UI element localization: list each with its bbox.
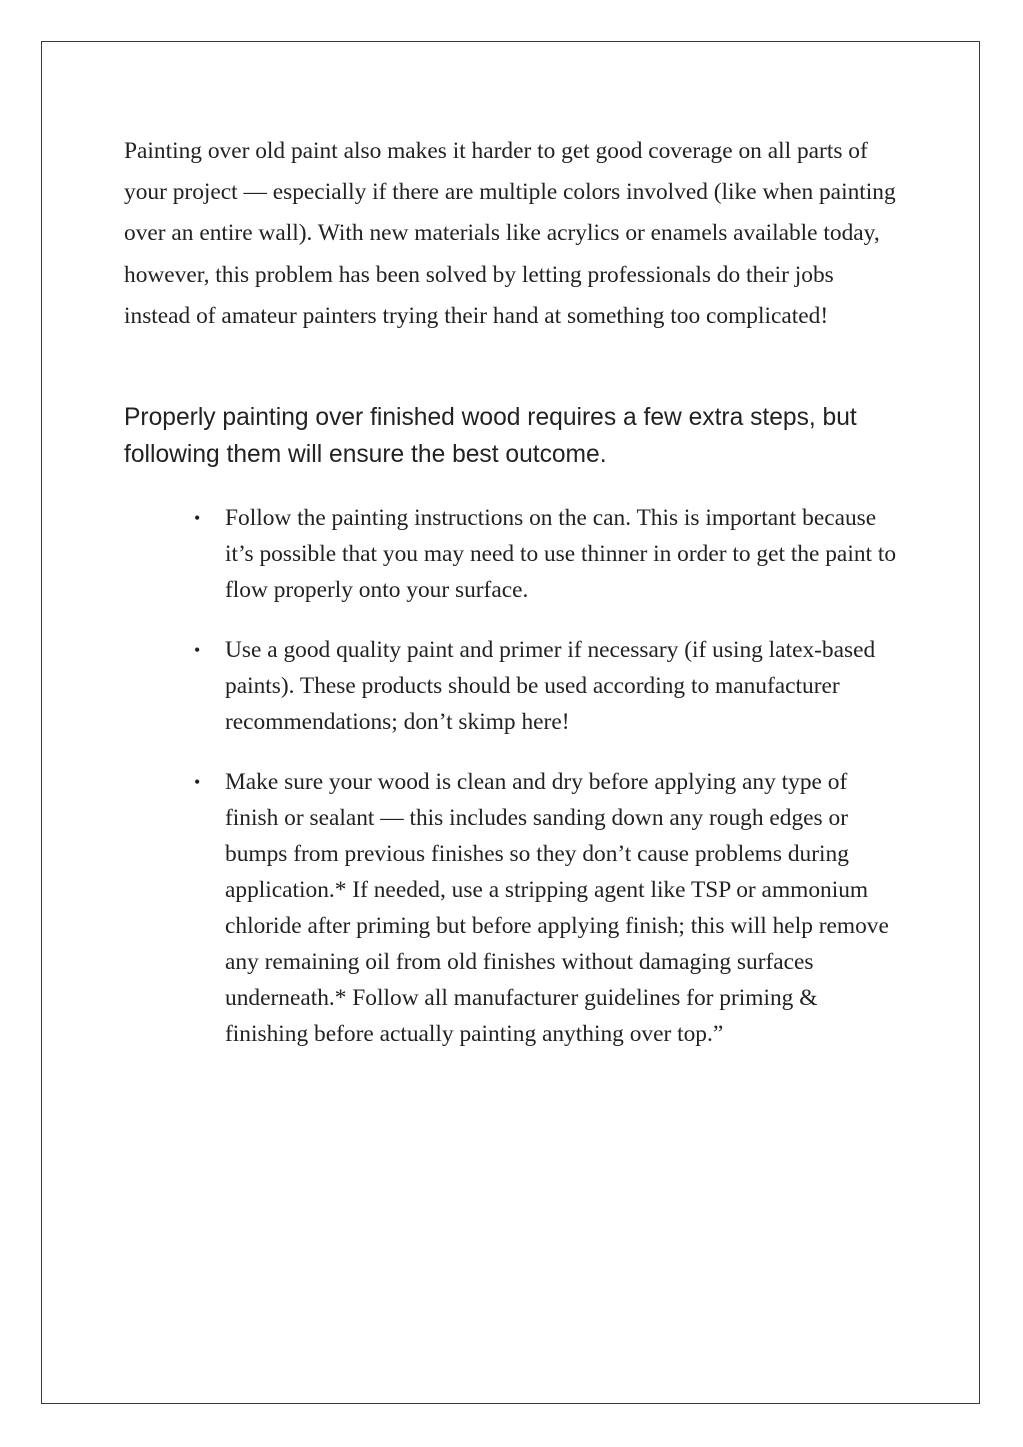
- document-body: [124, 131, 899, 1075]
- section-heading: Properly painting over finished wood requires a few extra steps, but following them will ensure the best outcome.: [124, 404, 857, 468]
- list-item: [194, 500, 899, 608]
- list-item: [194, 764, 899, 1052]
- bullet-icon: •: [194, 771, 201, 792]
- bullet-icon: •: [194, 508, 201, 529]
- list-item: [194, 632, 899, 740]
- list-item-text: Make sure your wood is clean and dry before applying any type of finish or sealant — this includes sanding down any rough edges or bumps from previous finishes so they don’t cause problems during application.* If needed, use a stripping agent like TSP or ammonium chloride after priming but before applying finish; this will help remove any remaining oil from old finishes without damaging surfaces underneath.* Follow all manufacturer guidelines for priming & finishing before actually painting anything over top.”: [225, 768, 889, 1047]
- bullet-icon: •: [194, 639, 201, 660]
- list-item-text: Follow the painting instructions on the can. This is important because it’s possible that you may need to use thinner in order to get the paint to flow properly onto your surface.: [225, 505, 897, 604]
- tips-list: [124, 500, 899, 1052]
- intro-paragraph: Painting over old paint also makes it harder to get good coverage on all parts of your project — especially if there are multiple colors involved (like when painting over an entire wall). With new materials like acrylics or enamels available today, however, this problem has been solved by letting professionals do their jobs instead of amateur painters trying their hand at something too complicated!: [124, 138, 896, 329]
- list-item-text: Use a good quality paint and primer if necessary (if using latex-based paints). These products should be used according to manufacturer recommendations; don’t skimp here!: [225, 636, 876, 735]
